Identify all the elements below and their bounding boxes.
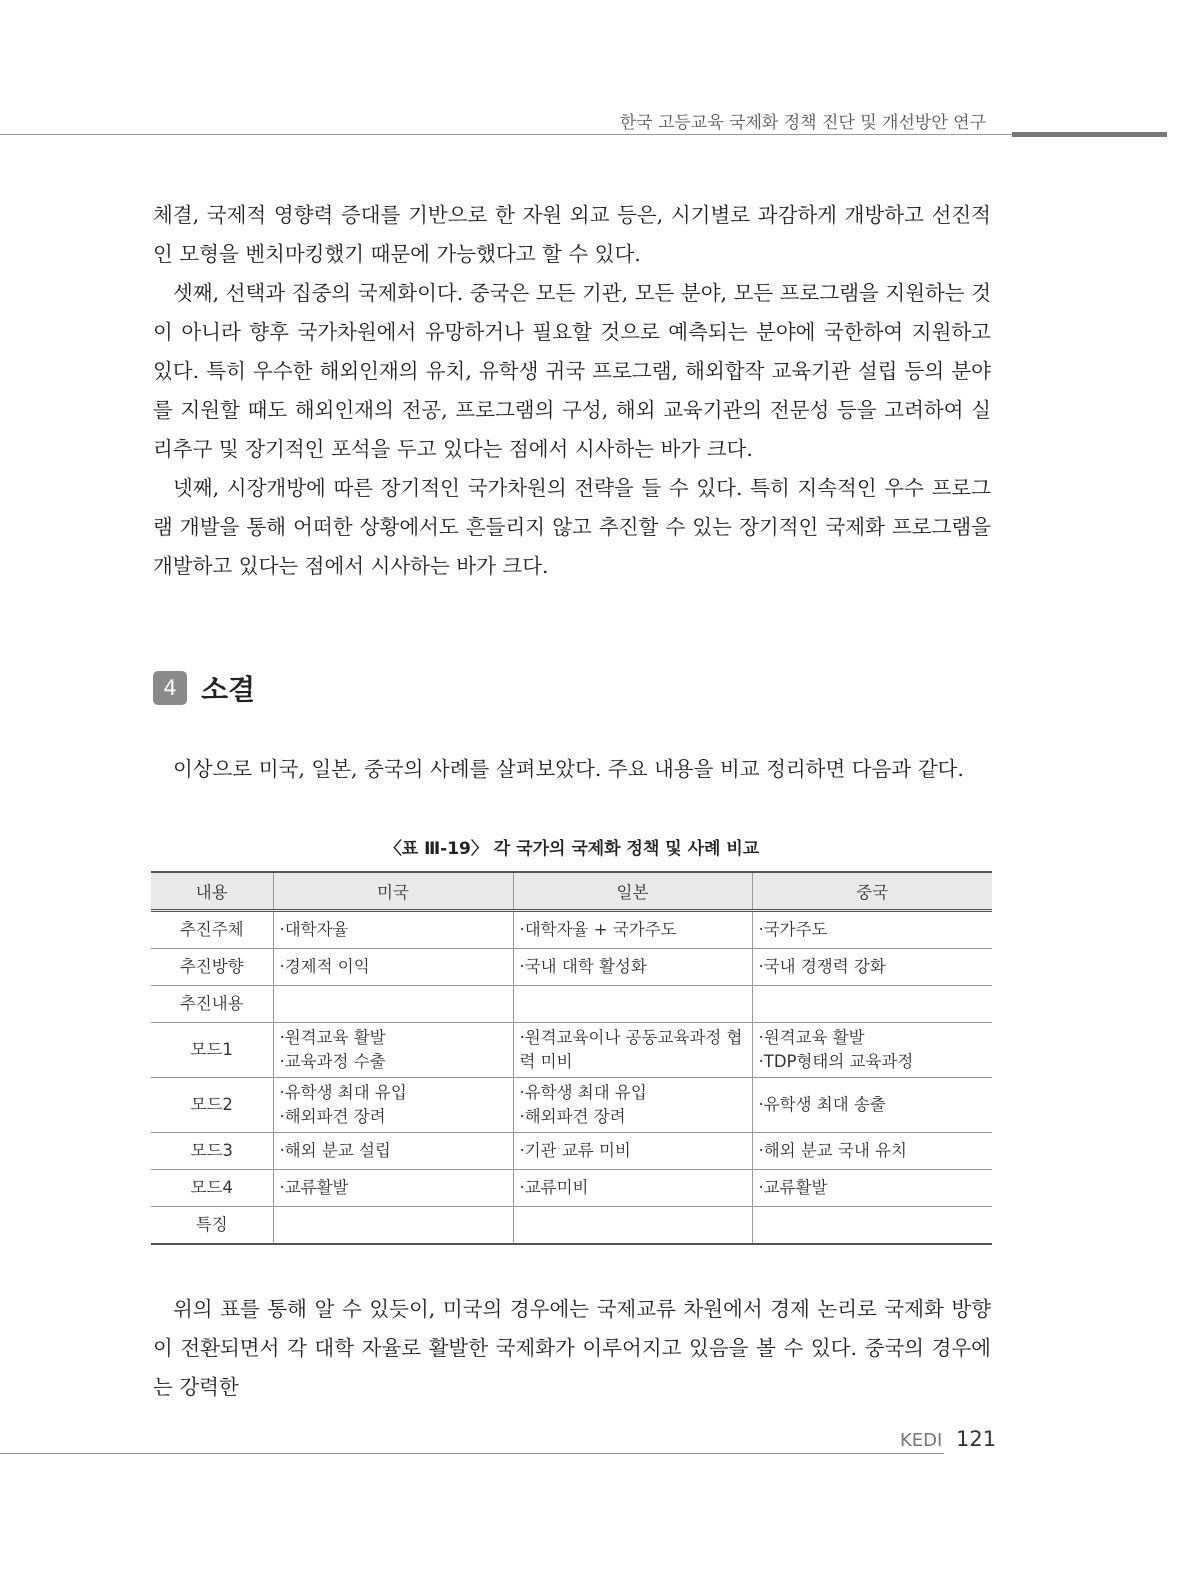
table-row [151,1078,992,1133]
body-text-bottom [153,1290,991,1407]
table-caption: 〈표 Ⅲ-19〉 각 국가의 국제화 정책 및 사례 비교 [384,839,760,859]
table-row-label: 특징 [151,1207,273,1245]
running-header: 한국 고등교육 국제화 정책 진단 및 개선방안 연구 [619,113,986,133]
table-cell [752,1207,992,1245]
section-heading [153,668,255,708]
paragraph: 이상으로 미국, 일본, 중국의 사례를 살펴보았다. 주요 내용을 비교 정리하면 다음과 같다. [173,757,964,781]
header-accent-bar [1012,132,1167,137]
table-cell: ·해외 분교 국내 유치 [752,1133,992,1170]
table-cell [513,1207,752,1245]
table-header-cell: 중국 [752,872,992,911]
table-cell: ·원격교육 활발 ·TDP형태의 교육과정 [752,1023,992,1078]
table-cell: ·기관 교류 미비 [513,1133,752,1170]
table-cell: ·국내 대학 활성화 [513,949,752,986]
paragraph: 위의 표를 통해 알 수 있듯이, 미국의 경우에는 국제교류 차원에서 경제 논리로 국제화 방향이 전환되면서 각 대학 자율로 활발한 국제화가 이루어지고 있음을 볼 수 있다. 중국의 경우에는 강력한 [153,1297,991,1399]
table-row [151,1133,992,1170]
table-cell: ·대학자율 + 국가주도 [513,911,752,949]
table-cell [752,986,992,1023]
table-cell: ·교류활발 [273,1170,513,1207]
table-row-label: 모드3 [151,1133,273,1170]
table-cell [513,986,752,1023]
table-row [151,949,992,986]
table-row-label: 모드2 [151,1078,273,1133]
table-row-label: 추진내용 [151,986,273,1023]
table-header-cell: 내용 [151,872,273,911]
table-cell: ·유학생 최대 유입 ·해외파견 장려 [513,1078,752,1133]
table-cell [273,1207,513,1245]
page-number: 121 [956,1427,997,1451]
table-cell: ·국가주도 [752,911,992,949]
table-cell: ·경제적 이익 [273,949,513,986]
intro-text [153,750,991,789]
paragraph: 셋째, 선택과 집중의 국제화이다. 중국은 모든 기관, 모든 분야, 모든 프로그램을 지원하는 것이 아니라 향후 국가차원에서 유망하거나 필요할 것으로 예측되는 분야에 국한하여 지원하고 있다. 특히 우수한 해외인재의 유치, 유학생 귀국 프로그램, 해외합작 교육기관 설립 등의 분야를 지원할 때도 해외인재의 전공, 프로그램의 구성, 해외 교육기관의 전문성 등을 고려하여 실리추구 및 장기적인 포석을 두고 있다는 점에서 시사하는 바가 크다. [153,281,991,461]
table-cell: ·유학생 최대 송출 [752,1078,992,1133]
table-cell: ·교류활발 [752,1170,992,1207]
table-row-label: 추진방향 [151,949,273,986]
table-row-label: 추진주체 [151,911,273,949]
comparison-table [151,871,992,1245]
table-row [151,911,992,949]
table-row [151,1207,992,1245]
table-cell: ·대학자율 [273,911,513,949]
table-cell: ·교류미비 [513,1170,752,1207]
table-header-row [151,872,992,911]
section-number-badge: 4 [153,671,187,705]
table-header-cell: 미국 [273,872,513,911]
table-cell: ·유학생 최대 유입 ·해외파견 장려 [273,1078,513,1133]
paragraph: 넷째, 시장개방에 따른 장기적인 국가차원의 전략을 들 수 있다. 특히 지속적인 우수 프로그램 개발을 통해 어떠한 상황에서도 흔들리지 않고 추진할 수 있는 장기적인 국제화 프로그램을 개발하고 있다는 점에서 시사하는 바가 크다. [153,476,991,578]
paragraph: 체결, 국제적 영향력 증대를 기반으로 한 자원 외교 등은, 시기별로 과감하게 개방하고 선진적인 모형을 벤치마킹했기 때문에 가능했다고 할 수 있다. [153,203,991,266]
table-row-label: 모드4 [151,1170,273,1207]
table-row-label: 모드1 [151,1023,273,1078]
table-row [151,986,992,1023]
table-cell: ·국내 경쟁력 강화 [752,949,992,986]
footer-rule [0,1453,944,1454]
header-rule [0,134,1012,135]
section-title: 소결 [201,673,256,706]
table-cell: ·원격교육 활발 ·교육과정 수출 [273,1023,513,1078]
table-row [151,1023,992,1078]
table-row [151,1170,992,1207]
body-text-top [153,196,991,586]
footer-publisher: KEDI [900,1430,943,1451]
table-cell [273,986,513,1023]
table-cell: ·원격교육이나 공동교육과정 협력 미비 [513,1023,752,1078]
table-header-cell: 일본 [513,872,752,911]
table-cell: ·해외 분교 설립 [273,1133,513,1170]
